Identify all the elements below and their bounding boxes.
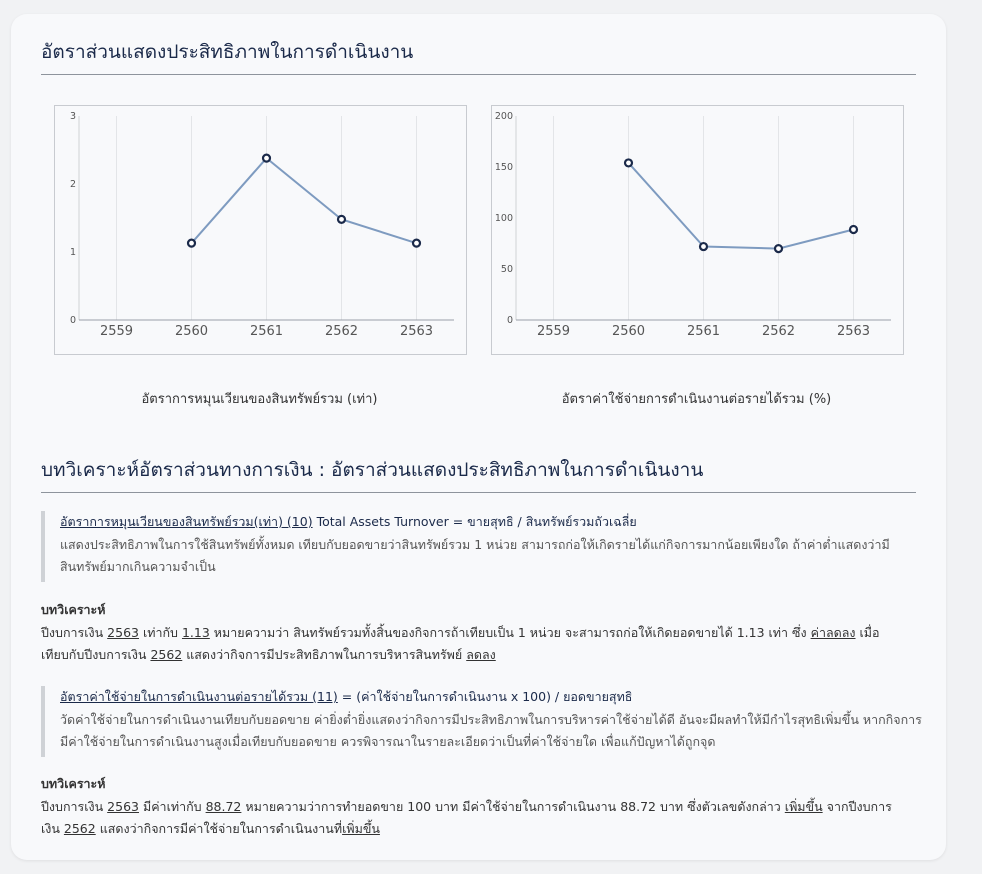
prev-year-value: 2562 xyxy=(63,821,96,836)
analysis-section-title: บทวิเคราะห์อัตราส่วนทางการเงิน : อัตราส่วนแสดงประสิทธิภาพในการดำเนินงาน xyxy=(41,459,704,481)
data-point xyxy=(413,240,420,247)
ratio-heading xyxy=(60,511,922,534)
data-point xyxy=(338,216,345,223)
text-part: เท่ากับ xyxy=(138,624,182,640)
analysis-text xyxy=(41,796,903,841)
trend-label: ลดลง xyxy=(466,647,496,662)
ratio-heading xyxy=(60,686,922,709)
ratio-link[interactable]: อัตราค่าใช้จ่ายในการดำเนินงานต่อรายได้รวม (11) xyxy=(60,689,338,704)
x-tick-label: 2562 xyxy=(761,324,796,339)
text-part: แสดงว่ากิจการมีประสิทธิภาพในการบริหารสินทรัพย์ xyxy=(182,647,467,662)
ratio-value: 88.72 xyxy=(205,798,242,814)
y-tick-label: 150 xyxy=(494,162,513,173)
x-tick-label: 2561 xyxy=(686,324,721,339)
ratio-definition-quote xyxy=(41,686,922,757)
text-part: ปีงบการเงิน xyxy=(41,624,108,640)
x-tick-label: 2560 xyxy=(611,324,646,339)
ratio-formula: Total Assets Turnover = ขายสุทธิ / สินทรัพย์รวมถัวเฉลี่ย xyxy=(312,514,637,529)
analysis-text xyxy=(41,622,903,667)
data-point xyxy=(263,155,270,162)
ratio-link[interactable]: อัตราการหมุนเวียนของสินทรัพย์รวม(เท่า) (10) xyxy=(60,514,313,529)
text-part: เมื่อเทียบกับปีงบการเงิน xyxy=(41,624,880,662)
chart-caption: อัตราการหมุนเวียนของสินทรัพย์รวม (เท่า) xyxy=(141,392,378,407)
chart-operating-expense-ratio xyxy=(491,105,904,355)
ratio-description: แสดงประสิทธิภาพในการใช้สินทรัพย์ทั้งหมด เทียบกับยอดขายว่าสินทรัพย์รวม 1 หน่วย สามารถก่อให้เกิดรายได้แก่กิจการมากน้อยเพียงใด ถ้าค่าต่ำแสดงว่ามีสินทรัพย์มากเกินความจำเป็น xyxy=(60,536,890,574)
section-title: อัตราส่วนแสดงประสิทธิภาพในการดำเนินงาน xyxy=(41,41,414,63)
text-part: หมายความว่าการทำยอดขาย 100 บาท มีค่าใช้จ่ายในการดำเนินงาน 88.72 บาท ซึ่งตัวเลขดังกล่าว xyxy=(241,798,785,814)
x-tick-label: 2562 xyxy=(324,324,359,339)
ratio-definition-quote xyxy=(41,511,922,582)
ratio-description: วัดค่าใช้จ่ายในการดำเนินงานเทียบกับยอดขาย ค่ายิ่งต่ำยิ่งแสดงว่ากิจการมีประสิทธิภาพในการบริหารค่าใช้จ่ายได้ดี อันจะมีผลทำให้มีกำไรสุทธิเพิ่มขึ้น หากกิจการมีค่าใช้จ่ายในการดำเนินงานสูงเมื่อเทียบกับยอดขาย ควรพิจารณาในรายละเอียดว่าเป็นที่ค่าใช้จ่ายใด เพื่อแก้ปัญหาได้ถูกจุด xyxy=(60,711,922,749)
chart-caption: อัตราค่าใช้จ่ายการดำเนินงานต่อรายได้รวม (%) xyxy=(561,392,832,407)
y-tick-label: 200 xyxy=(494,111,513,122)
y-tick-label: 0 xyxy=(69,315,76,326)
text-part: จากปีงบการเงิน xyxy=(41,798,892,836)
section-divider xyxy=(41,74,916,75)
y-tick-label: 3 xyxy=(69,111,76,122)
section-divider xyxy=(41,492,916,493)
y-tick-label: 0 xyxy=(506,315,513,326)
prev-year-value: 2562 xyxy=(150,647,183,662)
trend-label: เพิ่มขึ้น xyxy=(342,821,380,836)
year-value: 2563 xyxy=(107,624,139,640)
data-point xyxy=(625,159,632,166)
y-tick-label: 1 xyxy=(69,247,76,258)
analysis-label: บทวิเคราะห์ xyxy=(41,776,106,791)
data-point xyxy=(775,245,782,252)
x-tick-label: 2563 xyxy=(399,324,434,339)
ratio-value: 1.13 xyxy=(181,624,210,640)
y-tick-label: 2 xyxy=(69,179,76,190)
text-part: หมายความว่า สินทรัพย์รวมทั้งสิ้นของกิจการถ้าเทียบเป็น 1 หน่วย จะสามารถก่อให้เกิดยอดขายได้ 1.13 เท่า ซึ่ง xyxy=(209,624,811,640)
text-part: มีค่าเท่ากับ xyxy=(138,798,206,814)
y-tick-label: 50 xyxy=(500,264,513,275)
trend-label: เพิ่มขึ้น xyxy=(784,798,823,814)
x-tick-label: 2559 xyxy=(536,324,571,339)
ratio-analysis xyxy=(41,773,903,841)
x-tick-label: 2561 xyxy=(249,324,284,339)
chart-svg xyxy=(55,106,466,354)
ratio-analysis xyxy=(41,599,903,667)
x-tick-label: 2563 xyxy=(836,324,871,339)
trend-label: ค่าลดลง xyxy=(810,624,856,640)
chart-total-assets-turnover xyxy=(54,105,467,355)
analysis-label: บทวิเคราะห์ xyxy=(41,602,106,617)
data-point xyxy=(850,226,857,233)
chart-svg xyxy=(492,106,903,354)
text-part: แสดงว่ากิจการมีค่าใช้จ่ายในการดำเนินงานที่ xyxy=(95,821,343,836)
text-part: ปีงบการเงิน xyxy=(41,798,108,814)
y-tick-label: 100 xyxy=(494,213,513,224)
ratio-formula: = (ค่าใช้จ่ายในการดำเนินงาน x 100) / ยอดขายสุทธิ xyxy=(337,689,633,704)
x-tick-label: 2560 xyxy=(174,324,209,339)
data-point xyxy=(700,243,707,250)
year-value: 2563 xyxy=(107,798,139,814)
efficiency-ratio-card xyxy=(11,14,946,860)
x-tick-label: 2559 xyxy=(99,324,134,339)
data-point xyxy=(188,240,195,247)
series-line xyxy=(192,158,417,243)
series-line xyxy=(629,163,854,249)
